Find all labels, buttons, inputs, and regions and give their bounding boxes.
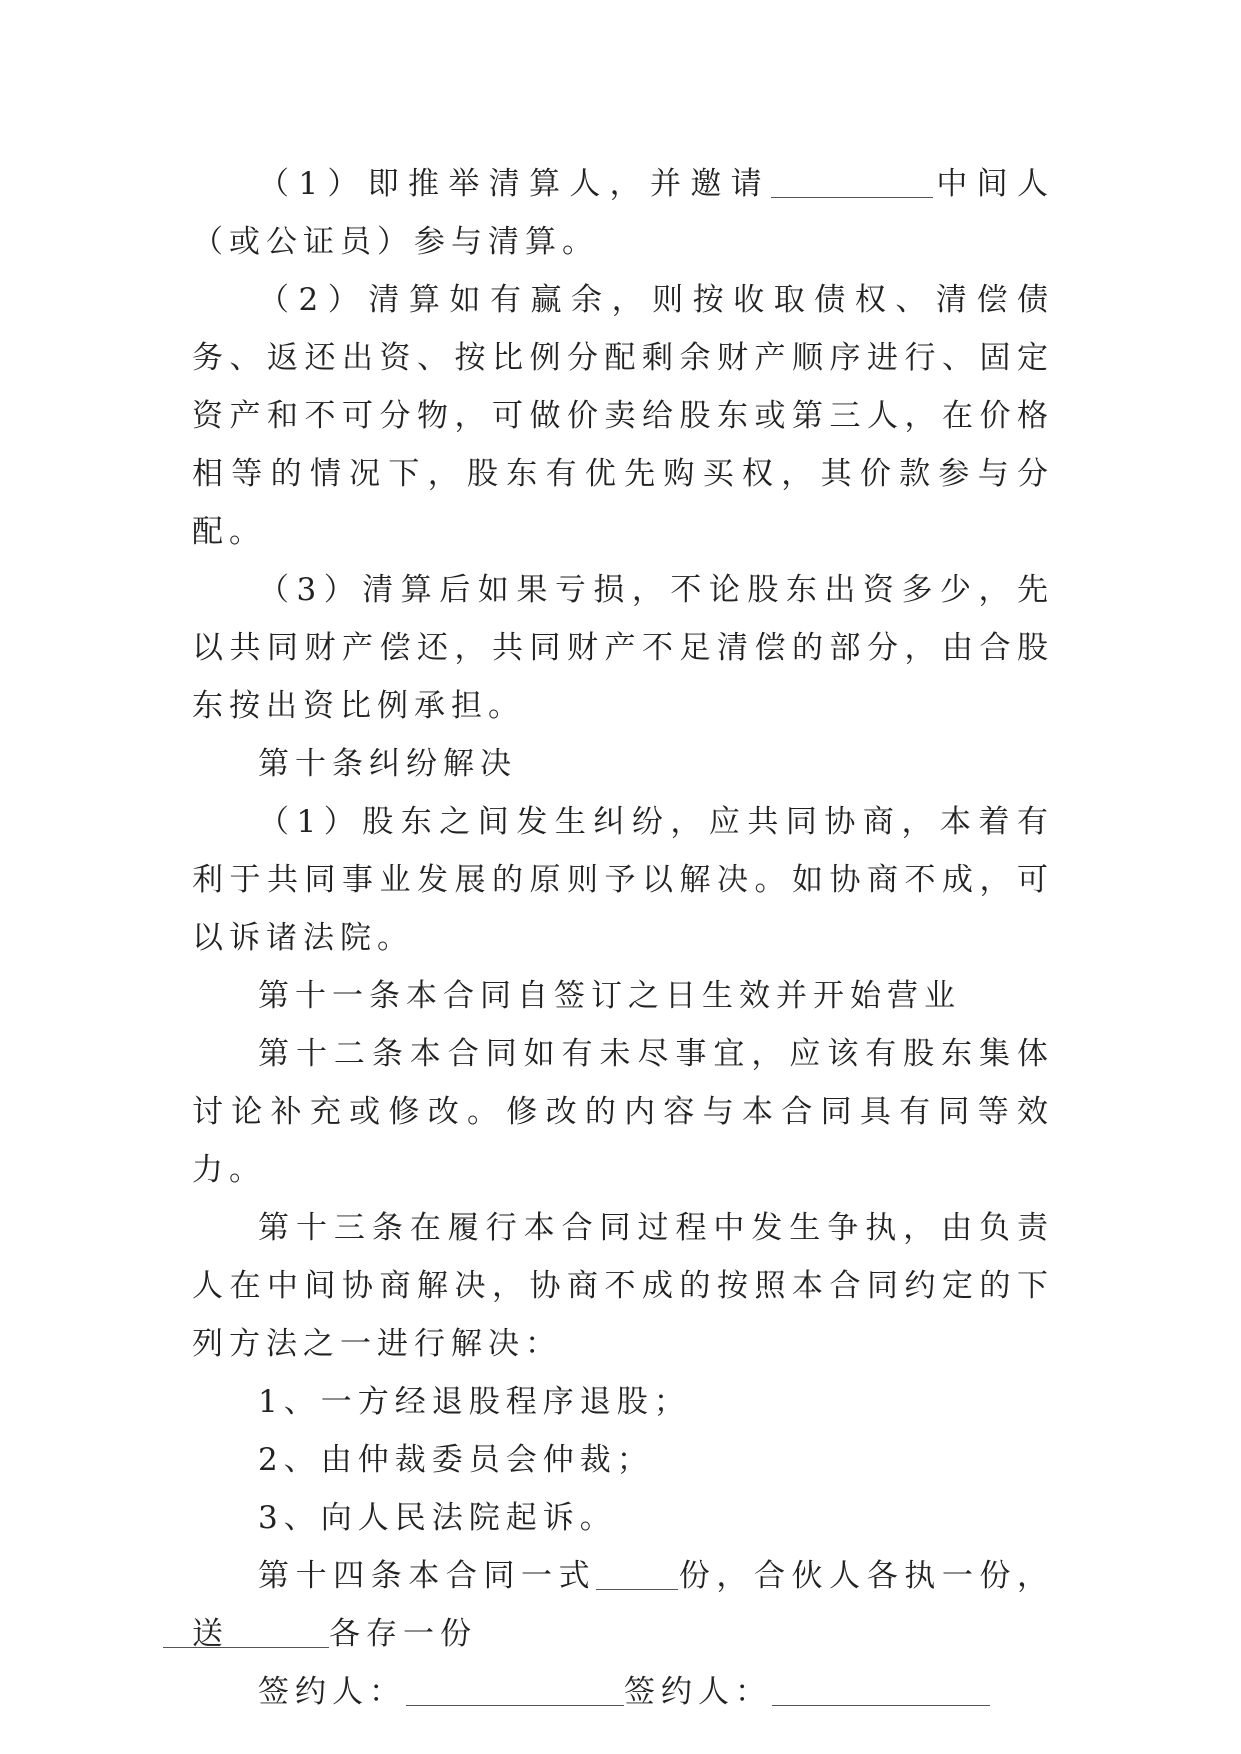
article-14	[192, 1547, 1054, 1663]
blank-send-to[interactable]	[163, 1616, 329, 1648]
document-body	[192, 155, 1054, 1721]
clause-text-tail: 中间人（或公证员）参与清算。	[192, 166, 1055, 260]
signature-field-1[interactable]	[406, 1674, 624, 1706]
signature-row	[192, 1663, 1054, 1721]
article-11: 第十一条本合同自签订之日生效并开始营业	[258, 978, 961, 1014]
clause-liquidation-1	[192, 155, 1054, 271]
method-2: 2、由仲裁委员会仲裁；	[258, 1442, 654, 1478]
method-3: 3、向人民法院起诉。	[258, 1500, 617, 1536]
article-14-text-c: 各存一份	[329, 1616, 477, 1652]
clause-liquidation-2: （2）清算如有赢余，则按收取债权、清偿债务、返还出资、按比例分配剩余财产顺序进行、固定资产和不可分物，可做价卖给股东或第三人，在价格相等的情况下，股东有优先购买权，其价款参与分配。	[192, 282, 1054, 550]
article-14-text-b: 份，合伙人各执一份，送	[192, 1558, 1055, 1652]
clause-text: （1）即推举清算人，并邀请	[258, 166, 772, 202]
signatory-label-2: 签约人：	[624, 1674, 772, 1710]
method-1: 1、一方经退股程序退股；	[258, 1384, 691, 1420]
article-10-heading: 第十条纠纷解决	[258, 746, 517, 782]
blank-copies-count[interactable]	[596, 1558, 678, 1590]
article-10-item-1: （1）股东之间发生纠纷，应共同协商，本着有利于共同事业发展的原则予以解决。如协商不成，可以诉诸法院。	[192, 804, 1054, 956]
signature-field-2[interactable]	[772, 1674, 990, 1706]
article-14-text-a: 第十四条本合同一式	[258, 1558, 597, 1594]
blank-intermediary[interactable]	[771, 166, 933, 198]
signatory-label-1: 签约人：	[258, 1674, 406, 1710]
clause-liquidation-3: （3）清算后如果亏损，不论股东出资多少，先以共同财产偿还，共同财产不足清偿的部分，由合股东按出资比例承担。	[192, 572, 1054, 724]
article-13: 第十三条在履行本合同过程中发生争执，由负责人在中间协商解决，协商不成的按照本合同约定的下列方法之一进行解决：	[192, 1210, 1054, 1362]
article-12: 第十二条本合同如有未尽事宜，应该有股东集体讨论补充或修改。修改的内容与本合同具有同等效力。	[192, 1036, 1054, 1188]
